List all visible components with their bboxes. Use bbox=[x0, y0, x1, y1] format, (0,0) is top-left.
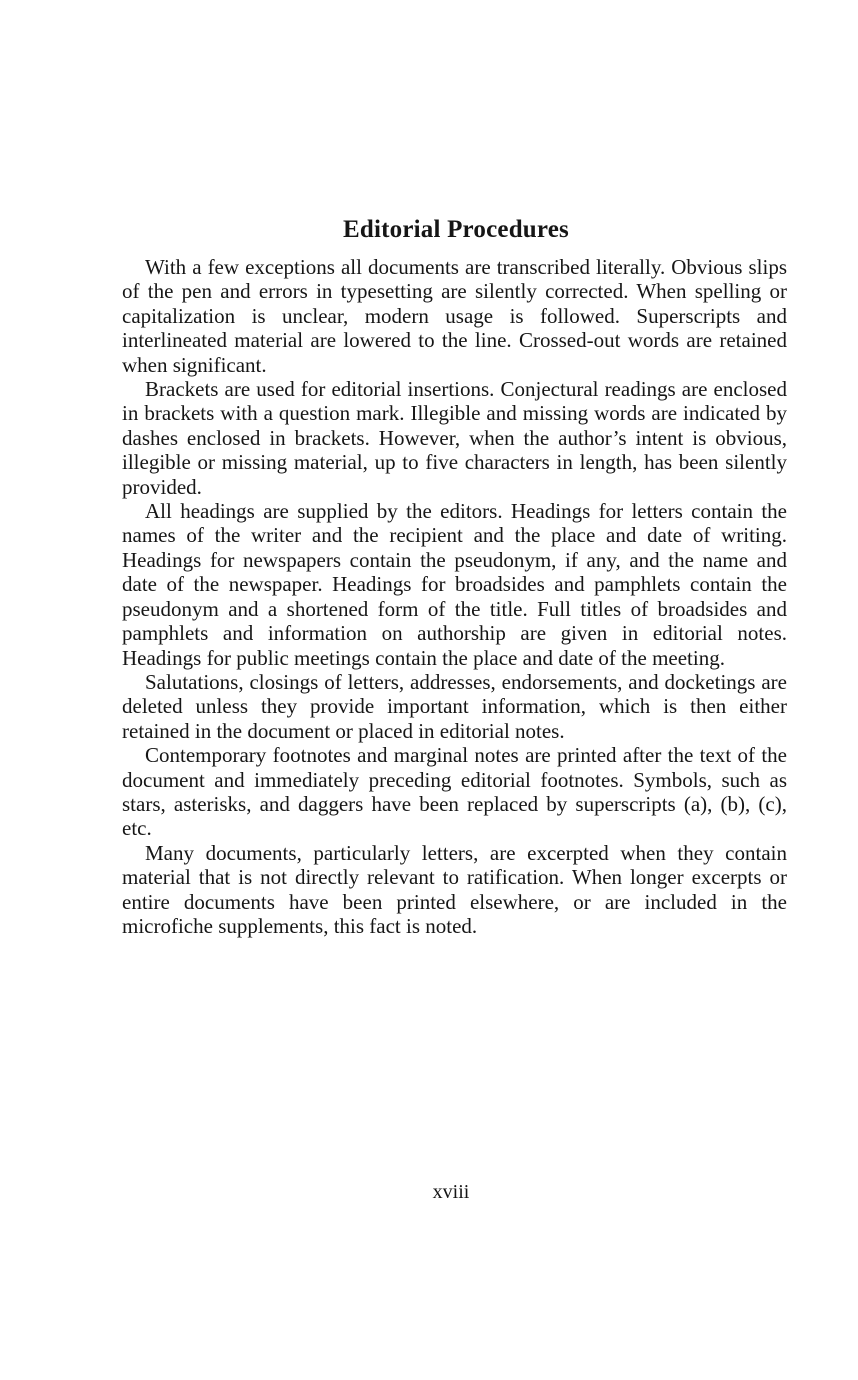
paragraph-excerpts: Many documents, particularly letters, are excerpted when they contain material that is not directly relevant to ratification. When longer excerpts or entire documents have been printed elsewhere, or are included in the microfiche supplements, this fact is noted. bbox=[122, 840, 787, 938]
paragraph-transcription: With a few exceptions all documents are transcribed literally. Obvious slips of the pen and errors in typesetting are silently corrected. When spelling or capitalization is unclear, modern usage is followed. Superscripts and interlineated material are lowered to the line. Crossed‑out words are retained when significant. bbox=[122, 255, 787, 377]
paragraph-brackets: Brackets are used for editorial insertions. Conjectural readings are enclosed in brackets with a question mark. Illegible and missing words are indicated by dashes enclosed in brackets. However, when the author’s intent is obvious, illegible or missing material, up to five characters in length, has been silently provided. bbox=[122, 377, 787, 499]
page-title: Editorial Procedures bbox=[343, 216, 569, 243]
body-text bbox=[122, 255, 787, 938]
paragraph-footnotes: Contemporary footnotes and marginal notes are printed after the text of the document and immediately preceding editorial footnotes. Symbols, such as stars, asterisks, and daggers have been replaced by superscripts (a), (b), (c), etc. bbox=[122, 743, 787, 841]
page-number: xviii bbox=[432, 1181, 470, 1203]
paragraph-salutations: Salutations, closings of letters, addresses, endorsements, and docketings are deleted unless they provide important information, which is then either retained in the document or placed in editorial notes. bbox=[122, 669, 787, 743]
paragraph-headings: All headings are supplied by the editors. Headings for letters contain the names of the writer and the recipient and the place and date of writing. Headings for newspapers contain the pseudonym, if any, and the name and date of the newspaper. Headings for broadsides and pamphlets contain the pseudonym and a shortened form of the title. Full titles of broadsides and pamphlets and information on authorship are given in editorial notes. Headings for public meetings contain the place and date of the meeting. bbox=[122, 499, 787, 670]
